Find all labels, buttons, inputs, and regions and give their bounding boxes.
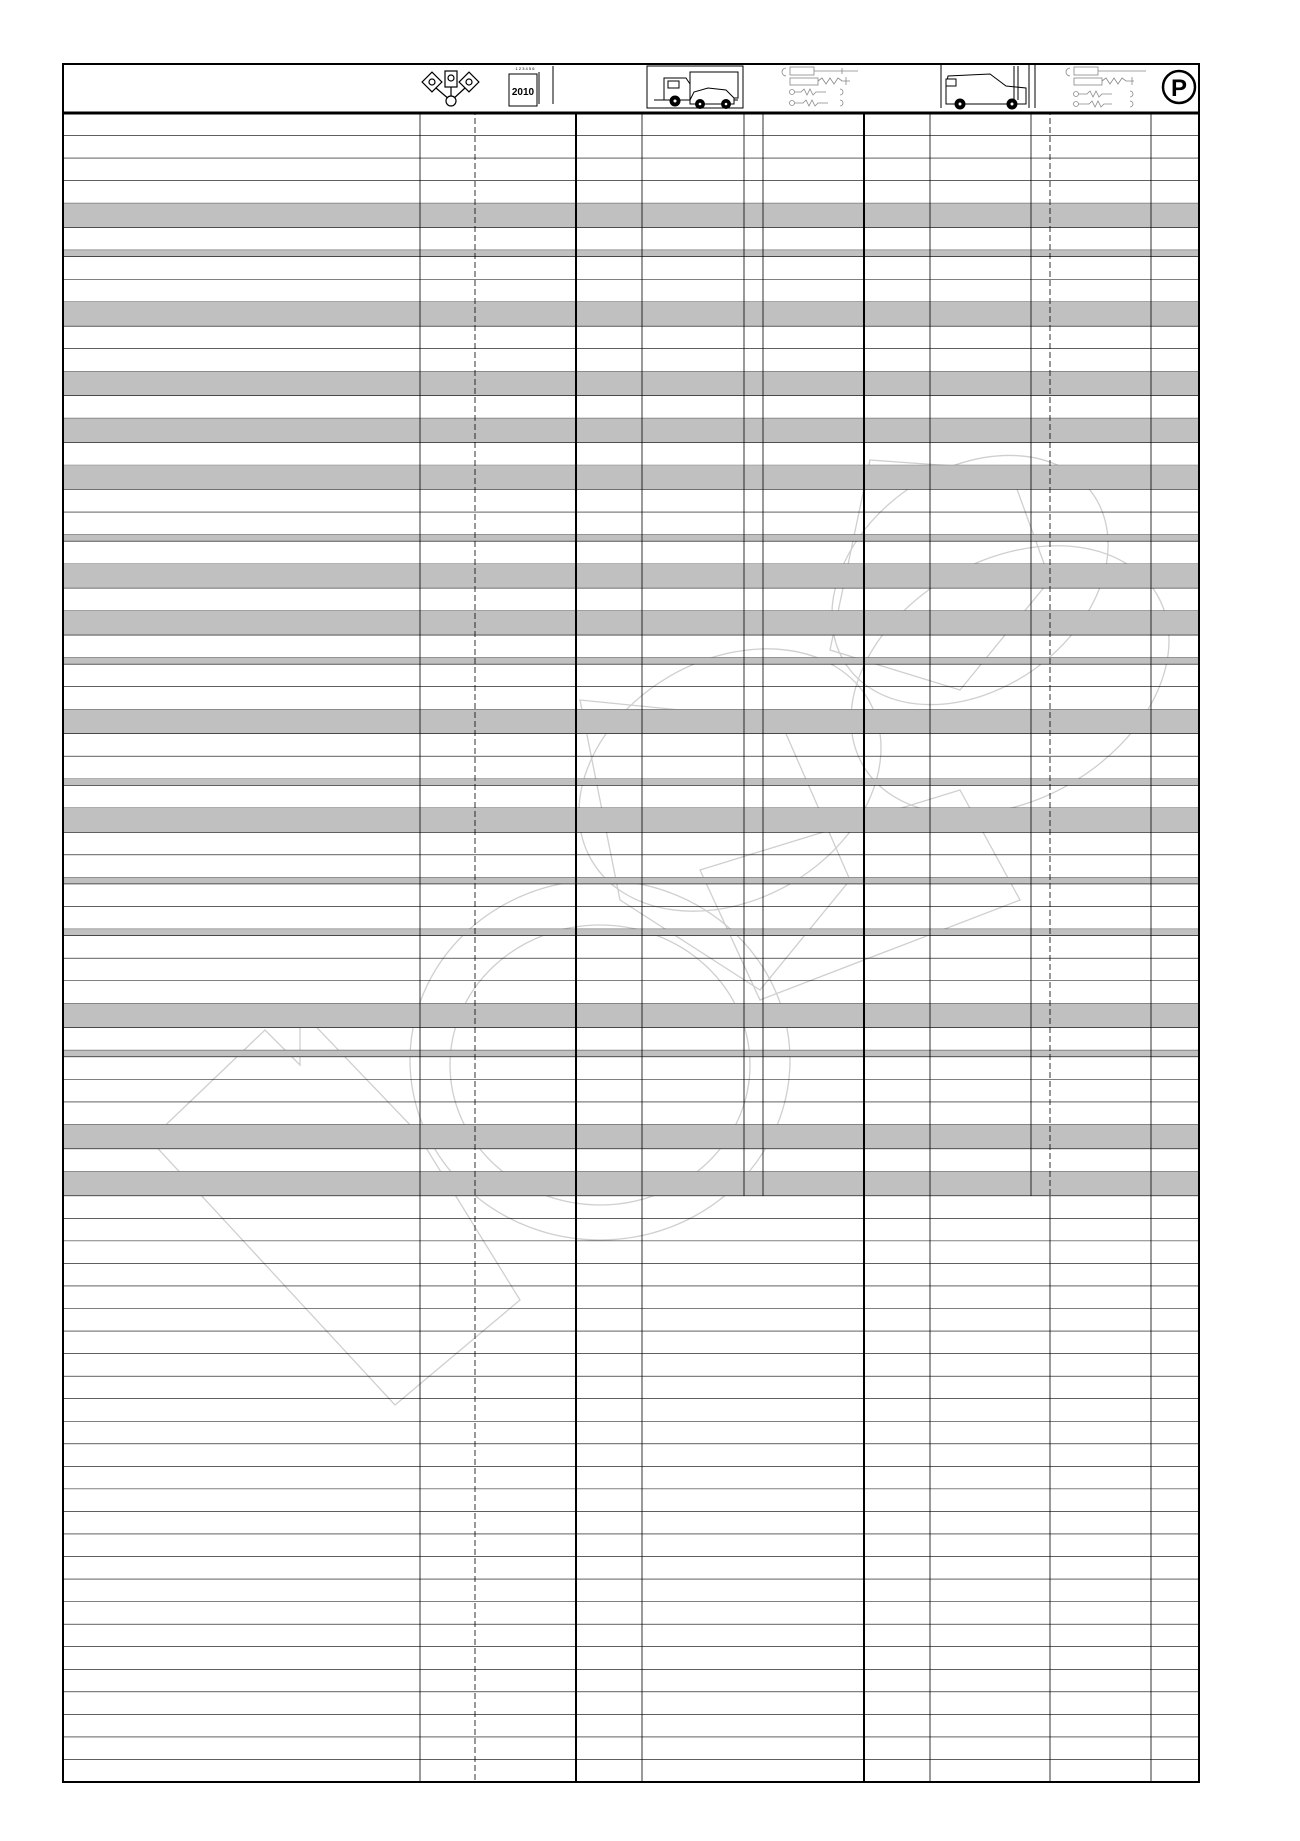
table-row	[63, 1354, 1199, 1377]
table-row	[63, 257, 1199, 280]
separator-band	[63, 535, 1199, 542]
section-band	[63, 302, 1199, 326]
table-row	[63, 1079, 1199, 1102]
section-band	[63, 808, 1199, 832]
table-row	[63, 541, 1199, 564]
section-band	[63, 1124, 1199, 1148]
table-row	[63, 489, 1199, 512]
table-row	[63, 1511, 1199, 1534]
table-row	[63, 1028, 1199, 1051]
table-row	[63, 884, 1199, 907]
table-row	[63, 832, 1199, 855]
section-band	[63, 1171, 1199, 1195]
separator-band	[63, 250, 1199, 257]
separator-band	[63, 1050, 1199, 1057]
section-band	[63, 418, 1199, 442]
table-row	[63, 1714, 1199, 1737]
table-row	[63, 113, 1199, 136]
section-band	[63, 1003, 1199, 1027]
parking-label: P	[1170, 75, 1188, 102]
calendar-year-label: 2010	[511, 87, 535, 98]
table-row	[63, 1331, 1199, 1354]
table-row	[63, 443, 1199, 466]
table-row	[63, 326, 1199, 349]
table-row	[63, 1102, 1199, 1125]
table-row	[63, 1466, 1199, 1489]
table-row	[63, 1263, 1199, 1286]
table-row	[63, 136, 1199, 159]
table-row	[63, 756, 1199, 779]
watermark-logo	[150, 404, 1217, 1405]
table-row	[63, 1376, 1199, 1399]
table-row	[63, 1602, 1199, 1625]
table-row	[63, 279, 1199, 302]
table-row	[63, 512, 1199, 535]
table-row	[63, 1196, 1199, 1219]
table-row	[63, 1557, 1199, 1580]
separator-band	[63, 779, 1199, 786]
table-row	[63, 1759, 1199, 1782]
table-row	[63, 396, 1199, 419]
table-row	[63, 1692, 1199, 1715]
table-row	[63, 635, 1199, 658]
table-row	[63, 588, 1199, 611]
table-row	[63, 158, 1199, 181]
table-row	[63, 1399, 1199, 1422]
table-row	[63, 1737, 1199, 1760]
table-row	[63, 907, 1199, 930]
section-band	[63, 611, 1199, 635]
table-header	[63, 64, 1199, 113]
section-band	[63, 465, 1199, 489]
table-row	[63, 1309, 1199, 1332]
table-row	[63, 1624, 1199, 1647]
table-row	[63, 936, 1199, 959]
section-band	[63, 203, 1199, 227]
table-row	[63, 1647, 1199, 1670]
separator-band	[63, 929, 1199, 936]
table-row	[63, 1534, 1199, 1557]
table-row	[63, 958, 1199, 981]
table-row	[63, 734, 1199, 757]
parking-icon	[1163, 71, 1195, 103]
table-row	[63, 785, 1199, 808]
calendar-days-strip: 1 2 3 4 5 6	[515, 66, 535, 71]
separator-band	[63, 658, 1199, 665]
table-row	[63, 855, 1199, 878]
table-row	[63, 664, 1199, 687]
table-row	[63, 1669, 1199, 1692]
table-row	[63, 1579, 1199, 1602]
table-row	[63, 1421, 1199, 1444]
table-row	[63, 1489, 1199, 1512]
table-row	[63, 1149, 1199, 1172]
table-row	[63, 349, 1199, 372]
separator-band	[63, 877, 1199, 884]
section-band	[63, 564, 1199, 588]
table-row	[63, 981, 1199, 1004]
truck-and-car-icon	[647, 66, 743, 109]
section-band	[63, 709, 1199, 733]
table-row	[63, 1241, 1199, 1264]
table-row	[63, 228, 1199, 251]
table-row	[63, 1286, 1199, 1309]
table-row	[63, 181, 1199, 204]
section-band	[63, 371, 1199, 395]
table-row	[63, 1444, 1199, 1467]
